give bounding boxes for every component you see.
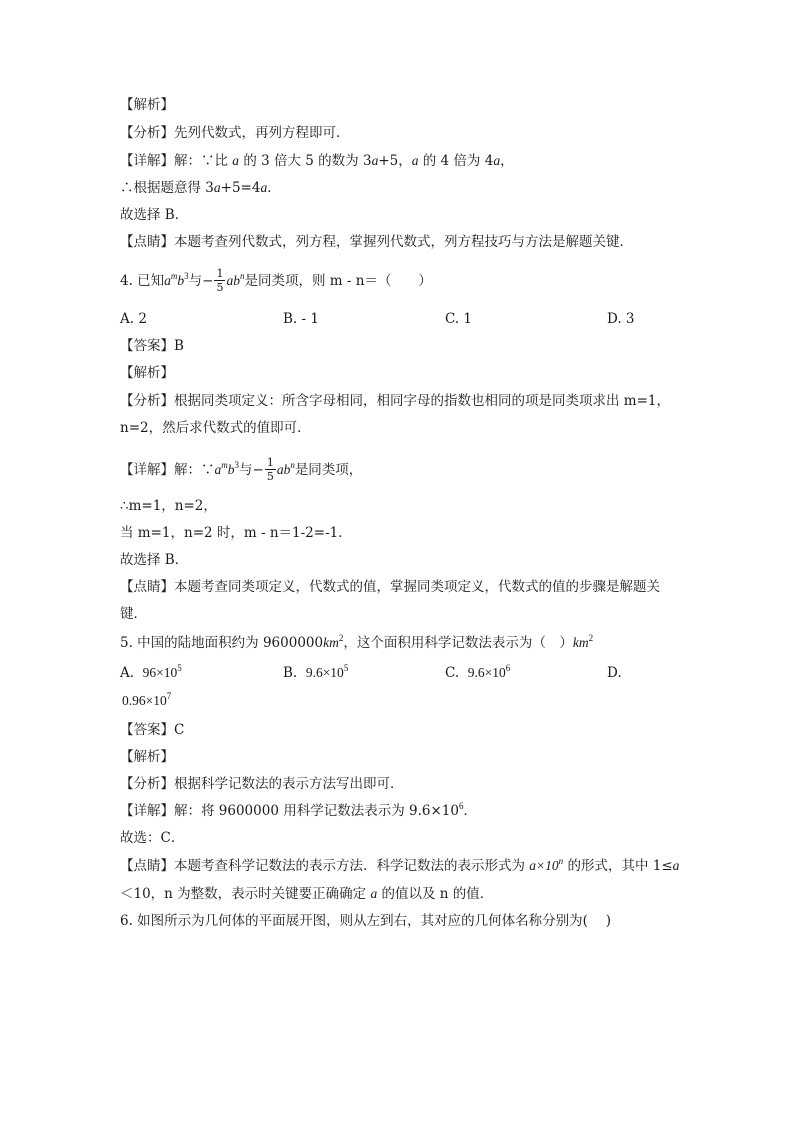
q3-therefore: ∴根据题意得 3a+5=4a． (120, 180, 281, 196)
q5-stem: 5. 中国的陆地面积约为 $9600000km^2$，这个面积用科学记数法表示为（ ）$km^2$ (120, 633, 594, 651)
q4-jiexi: 【解析】 (120, 365, 174, 381)
q3-dianjing: 【点睛】本题考查列代数式，列方程，掌握列代数式，列方程技巧与方法是解题关键． (120, 234, 633, 250)
q3-choose: 故选择 B． (120, 207, 189, 223)
q5-xiangjie: 【详解】解：将 9600000 用科学记数法表示为 $9.6\times 10^6$． (120, 801, 477, 819)
q4-option-b: B. - 1 (283, 311, 319, 327)
q5-jiexi: 【解析】 (120, 749, 174, 765)
q5-dianjing-1: 【点睛】本题考查科学记数法的表示方法．科学记数法的表示形式为 $a\times 10^n$ 的形式，其中 1≤a (120, 856, 680, 874)
q5-dianjing-2: ＜10，n 为整数，表示时关键要正确确定 a 的值以及 n 的值． (120, 886, 494, 902)
q4-option-d: D. 3 (607, 311, 635, 327)
q5-answer: 【答案】C (120, 722, 185, 738)
q4-xiangjie-fraction: $\frac{1}{5}$ (266, 456, 274, 483)
q4-fraction: $\frac{1}{5}$ (216, 267, 224, 294)
q5-choose: 故选：C． (120, 830, 185, 846)
q3-jiexi: 【解析】 (120, 97, 174, 113)
q5-option-b: B. $9.6\times 10^5$ (283, 663, 349, 681)
q4-xiangjie: 【详解】解：$\because a^mb^3$与− $\frac{1}{5}$ $ab^n$是同类项， (120, 456, 363, 483)
q4-option-c: C. 1 (445, 311, 473, 327)
q4-option-a: A. 2 (120, 311, 147, 327)
q4-fenxi-2: n=2，然后求代数式的值即可． (120, 420, 311, 436)
q5-option-a: A. $96\times 10^5$ (120, 663, 182, 681)
q4-choose: 故选择 B． (120, 552, 189, 568)
q3-fenxi: 【分析】先列代数式，再列方程即可． (120, 125, 350, 141)
q4-answer: 【答案】B (120, 338, 184, 354)
q4-fenxi-1: 【分析】根据同类项定义：所含字母相同，相同字母的指数也相同的项是同类项求出 m=1， (120, 393, 670, 409)
q3-xiangjie: 【详解】解：∵比 a 的 3 倍大 5 的数为 3a+5，a 的 4 倍为 4a， (120, 153, 514, 169)
q4-stem: 4. 已知$a^mb^3$与− $\frac{1}{5}$ $ab^n$是同类项，则 m - n＝（ ） (120, 267, 432, 294)
q6-stem: 6. 如图所示为几何体的平面展开图，则从左到右，其对应的几何体名称分别为( ) (120, 913, 611, 929)
q5-option-d-value: $0.96\times 10^7$ (122, 691, 172, 708)
q4-dianjing-2: 键． (120, 606, 147, 622)
q5-option-c: C. $9.6\times 10^6$ (445, 663, 511, 681)
q4-therefore: ∴m=1，n=2， (120, 498, 217, 514)
q4-when: 当 m=1，n=2 时，m - n＝1-2=-1． (120, 525, 352, 541)
q5-option-d-label: D. (607, 665, 622, 681)
q4-dianjing-1: 【点睛】本题考查同类项定义，代数式的值，掌握同类项定义，代数式的值的步骤是解题关 (120, 579, 660, 595)
q5-fenxi: 【分析】根据科学记数法的表示方法写出即可． (120, 776, 404, 792)
